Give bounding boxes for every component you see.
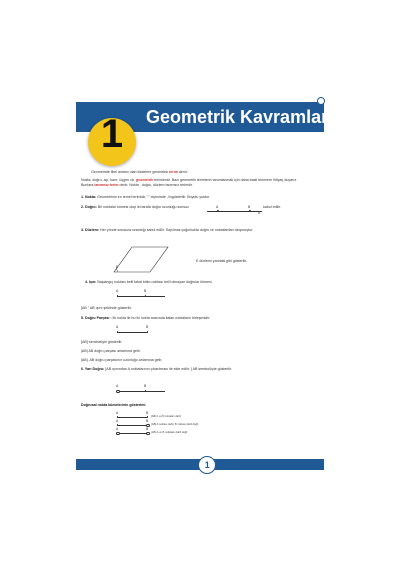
item-yari xyxy=(81,367,232,371)
item-duzlem xyxy=(81,228,253,232)
page-title: Geometrik Kavramlar xyxy=(146,107,329,127)
summary-row-1-point-a xyxy=(117,416,119,418)
item-dogru-text: Bir noktalar kümesi olup iki tarafa doğru uzunluğu sonsuz xyxy=(96,205,189,209)
yari-point-a-label: A xyxy=(116,384,119,388)
dogru-point-a-label: A xyxy=(216,205,219,209)
summary-row-1-b: B xyxy=(146,411,149,415)
intro-line-3-post: denir. Nokta , doğru, düzlem tanımsız terimdir. xyxy=(118,183,193,187)
item-duzlem-text: Her yönde sonsuza uzandığı kabul edilir. Sayılmaz çoğunlukta doğru ve noktalardan oluşmuştur. xyxy=(98,228,254,232)
dogru-line xyxy=(207,211,262,212)
intro-line-1-pre: Geometride ilkel anlamı olan ifadelere geometrik xyxy=(91,170,170,174)
item-isin-text: Başlangıç noktası belli fakat bitim noktası belli olmayan doğrular kümesi xyxy=(96,280,212,284)
summary-row-3-open-point-a xyxy=(116,432,120,436)
isin-ray xyxy=(117,296,165,297)
summary-row-2-segment xyxy=(117,425,147,426)
parca-point-a-label: A xyxy=(116,325,119,329)
dogru-after-text: kabul edilir. xyxy=(263,205,281,209)
dogru-point-a xyxy=(217,210,219,212)
isin-point-a-label: A xyxy=(116,289,119,293)
page-number: 1 xyxy=(204,460,210,470)
item-dogru-label: 2. Doğru: xyxy=(81,205,97,209)
item-yari-text: [AB ışınından A noktalarının çıkarılması ile elde edilir. ] AB sembolüyle gösterilir. xyxy=(104,367,232,371)
isin-point-b xyxy=(145,295,147,297)
isin-point-a xyxy=(117,295,119,297)
summary-row-3-b: B xyxy=(146,427,149,431)
parca-point-b xyxy=(147,331,149,333)
dogru-point-b-label: B xyxy=(248,205,251,209)
summary-row-2-point-a xyxy=(117,424,119,426)
parca-segment xyxy=(117,332,147,333)
summary-row-1-segment xyxy=(117,417,147,418)
yari-open-point-a xyxy=(116,390,120,394)
chapter-number: 1 xyxy=(100,112,124,156)
summary-row-3-note: (AB) A ve B noktaları dahil değil xyxy=(151,431,188,434)
summary-row-2-note: (AB] A noktası dahil, B noktası dahil değil xyxy=(151,423,199,426)
isin-point-b-label: B xyxy=(144,289,147,293)
plane-caption: E düzlemi yandaki gibi gösterilir. xyxy=(196,259,248,263)
parca-note-2: |AB| AB doğru parçası anlamına gelir. xyxy=(81,349,141,353)
parca-point-b-label: B xyxy=(146,325,149,329)
item-dogru xyxy=(81,205,189,209)
yari-ray xyxy=(117,391,165,392)
dogru-name-label: d xyxy=(258,211,260,215)
intro-line-2-pre: Nokta, doğru, açı, kare, üçgen vb. xyxy=(81,178,136,182)
item-isin xyxy=(85,280,212,284)
summary-row-2-a: A xyxy=(116,419,119,423)
parca-note-3: |AB|. AB doğru parçasının uzunluğu anlamına gelir. xyxy=(81,358,163,362)
dogru-point-b xyxy=(249,210,251,212)
summary-row-3-segment xyxy=(117,433,147,434)
item-isin-label: 4. Işın: xyxy=(85,280,97,284)
intro-line-2 xyxy=(81,178,297,182)
parca-note-1: [AB] sembolüyle gösterilir. xyxy=(81,340,123,344)
header-corner-icon xyxy=(317,97,325,105)
isin-note: [AB " AB ışını şeklinde gösterilir. xyxy=(81,306,133,310)
parca-point-a xyxy=(117,331,119,333)
intro-geometric-word: geometrik xyxy=(135,178,154,182)
summary-row-2-b: B xyxy=(146,419,149,423)
summary-row-3-a: A xyxy=(116,427,119,431)
yari-point-b xyxy=(145,390,147,392)
item-parca-label: 5. Doğru Parçası : xyxy=(81,316,112,320)
summary-row-3-open-point-b xyxy=(146,432,150,436)
intro-line-3-pre: Bunlara xyxy=(81,183,95,187)
item-parca xyxy=(81,316,210,320)
intro-line-2-post: terimlerdir. Bazı geometrik terimlerin tanımlanmak için daha basit terimlere ihtiyaç duyarız. xyxy=(153,178,298,182)
item-duzlem-label: 3. Düzlem: xyxy=(81,228,99,232)
intro-line-1-post: denir. xyxy=(177,170,188,174)
item-parca-text: İki nokta ile bu iki nokta arasında kalan noktaların birleşimidir. xyxy=(111,316,211,320)
item-nokta xyxy=(81,195,210,199)
plane-e-label: E xyxy=(116,265,119,269)
summary-heading: Doğrusal nokta kümelerinin gösterimi xyxy=(81,403,146,407)
summary-row-1-point-b xyxy=(147,416,149,418)
yari-point-b-label: B xyxy=(144,384,147,388)
summary-row-1-note: [AB] A ve B noktaları dahil xyxy=(151,415,181,418)
intro-line-3 xyxy=(81,183,193,187)
intro-term-word: terim xyxy=(169,170,178,174)
item-yari-label: 6. Yarı Doğru: xyxy=(81,367,105,371)
intro-line-1 xyxy=(91,170,188,174)
item-nokta-label: 1. Nokta: xyxy=(81,195,97,199)
intro-undefined-term: tanımsız terim xyxy=(94,183,119,187)
item-nokta-text: Geometrinin en temel terimidir,"." biçiminde ,//ngösterilir. Boyutu yoktur. xyxy=(96,195,210,199)
summary-row-1-a: A xyxy=(116,411,119,415)
plane-figure xyxy=(110,243,172,275)
